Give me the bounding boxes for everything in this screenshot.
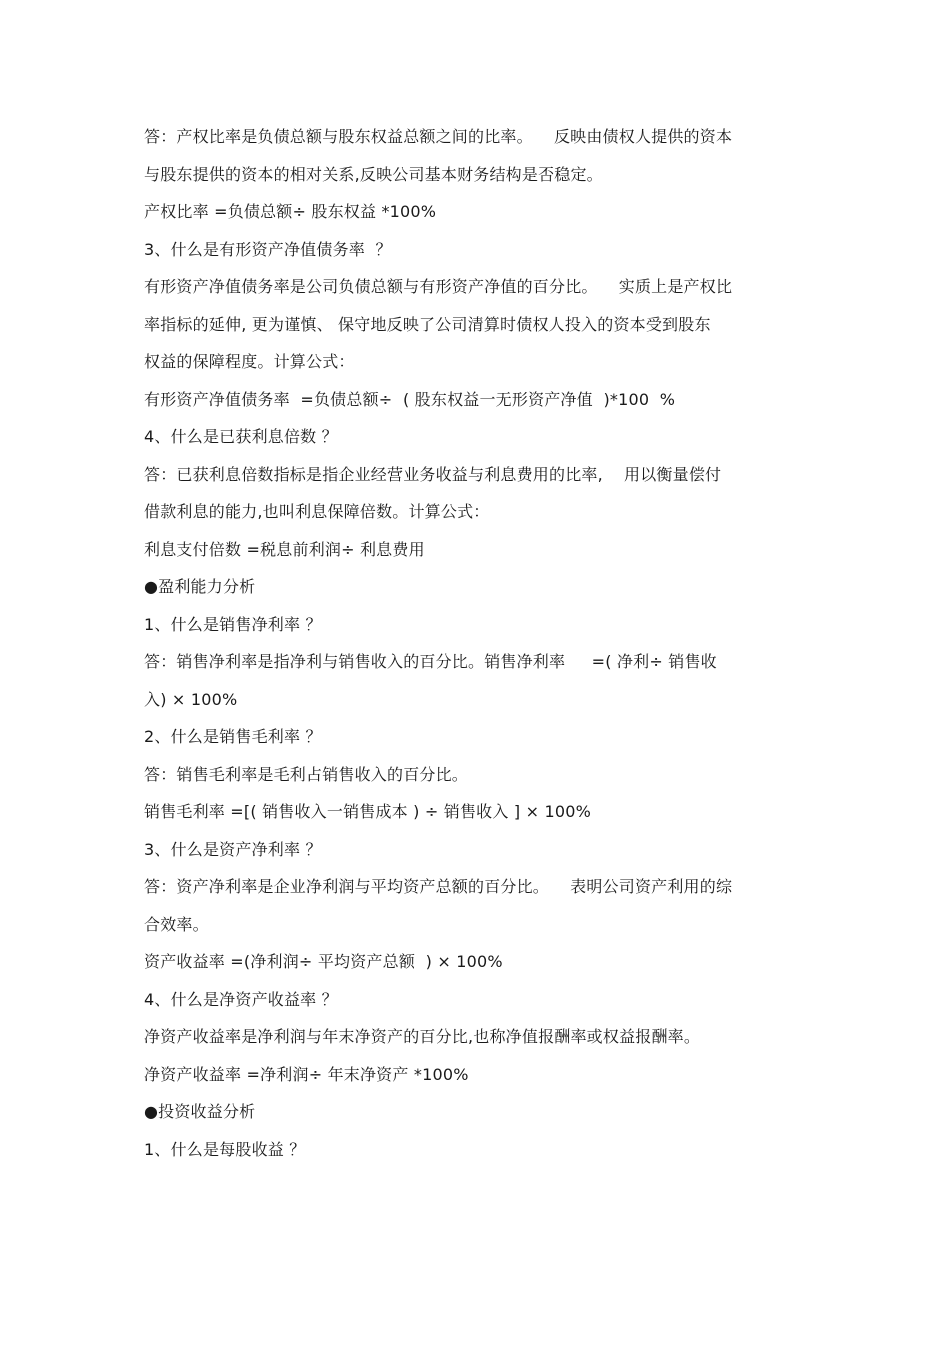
question-heading: 2、什么是销售毛利率 ？ bbox=[144, 727, 322, 746]
text-line: 答：产权比率是负债总额与股东权益总额之间的比率。 反映由债权人提供的资本 bbox=[144, 127, 733, 146]
text-line: 净资产收益率是净利润与年末净资产的百分比,也称净值报酬率或权益报酬率。 bbox=[144, 1027, 701, 1046]
text-line: 答：资产净利率是企业净利润与平均资产总额的百分比。 表明公司资产利用的综 bbox=[144, 877, 733, 896]
formula-line: 净资产收益率 =净利润÷ 年末净资产 *100% bbox=[144, 1064, 469, 1084]
section-heading: ●盈利能力分析 bbox=[144, 577, 256, 596]
text-line: 答：已获利息倍数指标是指企业经营业务收益与利息费用的比率, 用以衡量偿付 bbox=[144, 464, 722, 484]
document-body bbox=[144, 118, 804, 1168]
text-line: 有形资产净值债务率是公司负债总额与有形资产净值的百分比。 实质上是产权比 bbox=[144, 277, 733, 296]
text-line: 答：销售净利率是指净利与销售收入的百分比。销售净利率 =( 净利÷ 销售收 bbox=[144, 652, 717, 671]
formula-line: 有形资产净值债务率 =负债总额÷ ( 股东权益一无形资产净值 )*100 % bbox=[144, 389, 676, 409]
text-line: 入) × 100% bbox=[144, 689, 238, 709]
section-heading: ●投资收益分析 bbox=[144, 1102, 256, 1121]
text-line: 合效率。 bbox=[144, 914, 209, 934]
question-heading: 3、什么是资产净利率 ？ bbox=[144, 839, 322, 859]
text-line: 答：销售毛利率是毛利占销售收入的百分比。 bbox=[144, 764, 469, 784]
question-heading: 1、什么是销售净利率 ？ bbox=[144, 614, 322, 634]
question-heading: 4、什么是净资产收益率 ？ bbox=[144, 989, 338, 1009]
formula-line: 产权比率 =负债总额÷ 股东权益 *100% bbox=[144, 202, 437, 221]
text-line: 权益的保障程度。计算公式： bbox=[144, 352, 355, 371]
question-heading: 4、什么是已获利息倍数 ？ bbox=[144, 427, 338, 446]
formula-line: 利息支付倍数 =税息前利润÷ 利息费用 bbox=[144, 539, 425, 559]
text-line: 率指标的延伸, 更为谨慎、 保守地反映了公司清算时债权人投入的资本受到股东 bbox=[144, 314, 711, 334]
question-heading: 1、什么是每股收益 ？ bbox=[144, 1139, 306, 1159]
text-line: 与股东提供的资本的相对关系,反映公司基本财务结构是否稳定。 bbox=[144, 164, 603, 184]
text-line: 借款利息的能力,也叫利息保障倍数。计算公式： bbox=[144, 502, 490, 521]
question-heading: 3、什么是有形资产净值债务率 ？ bbox=[144, 239, 392, 259]
formula-line: 销售毛利率 =[( 销售收入一销售成本 ) ÷ 销售收入 ] × 100% bbox=[144, 802, 592, 821]
formula-line: 资产收益率 =(净利润÷ 平均资产总额 ) × 100% bbox=[144, 952, 503, 971]
